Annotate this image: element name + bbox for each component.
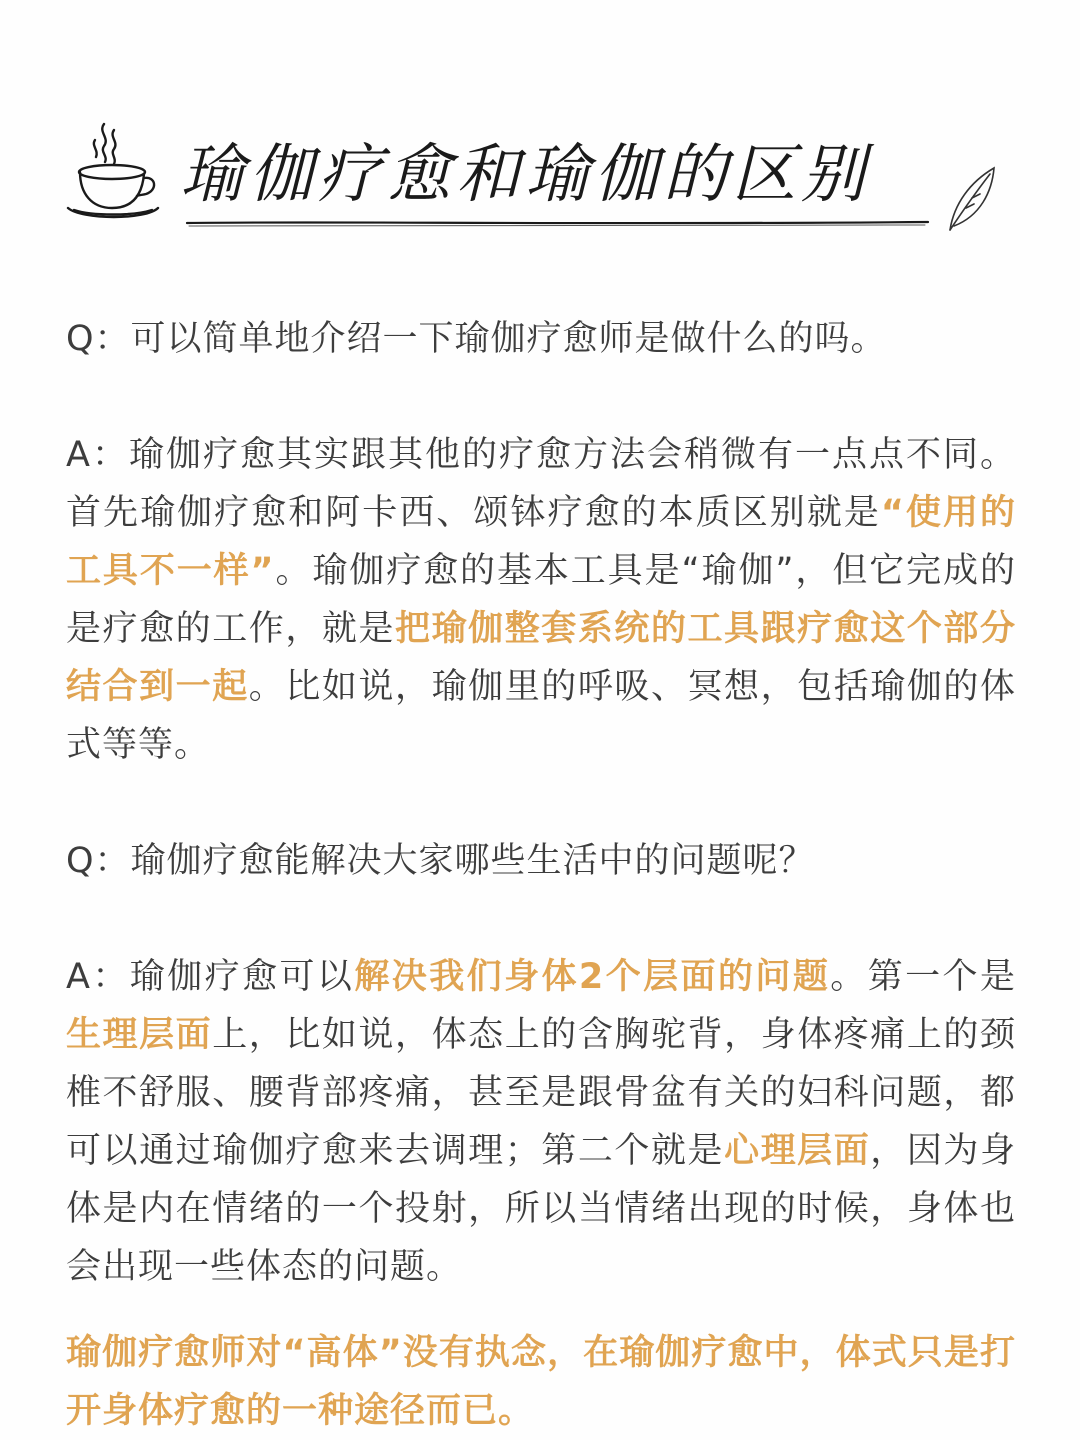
answer-2-highlight-1: 解决我们身体2个层面的问题 [354, 957, 831, 997]
tea-cup-icon [62, 112, 162, 222]
page-title: 瑜伽疗愈和瑜伽的区别 [180, 138, 870, 212]
answer-2-highlight-3: 心理层面 [724, 1131, 871, 1171]
question-1 [66, 310, 1016, 368]
question-2 [66, 832, 1016, 890]
answer-2-text-1: A：瑜伽疗愈可以 [66, 957, 355, 997]
answer-1-text-1: A：瑜伽疗愈其实跟其他的疗愈方法会稍微有一点点不同。首先瑜伽疗愈和阿卡西、颂钵疗愈的本质区别就是 [66, 435, 1016, 533]
answer-2-text-3: 上，比如说，体态上的含胸驼背，身体疼痛上的颈椎不舒服、腰背部疼痛，甚至是跟骨盆有关的妇科问题，都可以通过瑜伽疗愈来去调理；第二个就是 [66, 1015, 1016, 1171]
question-2-text: Q：瑜伽疗愈能解决大家哪些生活中的问题呢？ [66, 841, 815, 881]
answer-2-text-4: ，因为身体是内在情绪的一个投射，所以当情绪出现的时候，身体也会出现一些体态的问题。 [66, 1131, 1016, 1287]
answer-1 [66, 426, 1016, 774]
leaf-icon [944, 164, 1000, 234]
answer-2-text-2: 。第一个是 [830, 957, 1016, 997]
answer-1-highlight-2: 把瑜伽整套系统的工具跟疗愈这个部分结合到一起 [66, 609, 1016, 707]
answer-1-highlight-1: “使用的工具不一样” [66, 493, 1016, 591]
header [0, 100, 1080, 240]
title-underline [185, 213, 930, 223]
article-body [66, 310, 1016, 1440]
closing-statement [66, 1324, 1016, 1440]
closing-text: 瑜伽疗愈师对“高体”没有执念，在瑜伽疗愈中，体式只是打开身体疗愈的一种途径而已。 [66, 1333, 1016, 1431]
question-1-text: Q：可以简单地介绍一下瑜伽疗愈师是做什么的吗。 [66, 319, 887, 359]
answer-2-highlight-2: 生理层面 [66, 1015, 213, 1055]
answer-1-text-3: 。比如说，瑜伽里的呼吸、冥想，包括瑜伽的体式等等。 [66, 667, 1016, 765]
answer-1-text-2: 。瑜伽疗愈的基本工具是“瑜伽”，但它完成的是疗愈的工作，就是 [66, 551, 1016, 649]
answer-2 [66, 948, 1016, 1296]
